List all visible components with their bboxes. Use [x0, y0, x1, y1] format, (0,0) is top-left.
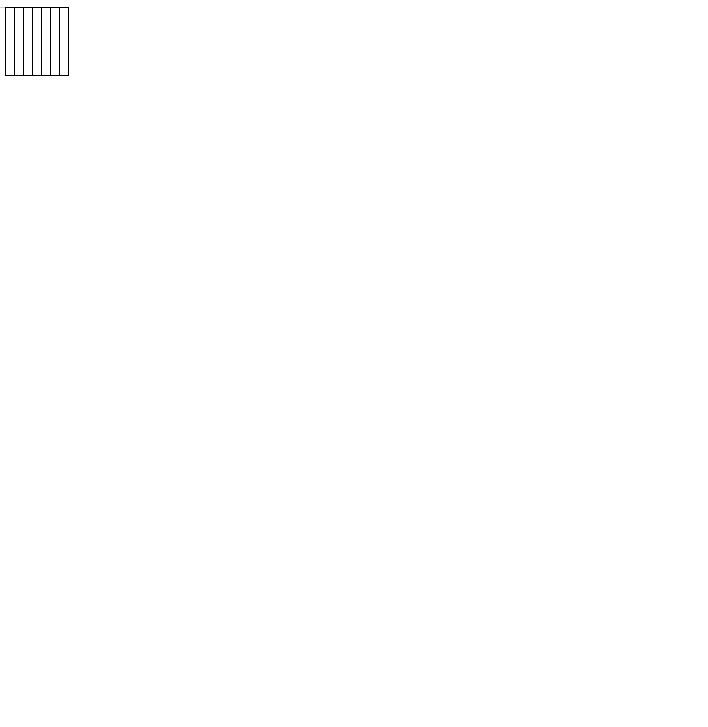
data-table: [5, 7, 69, 76]
column-header-enrolled[interactable]: [24, 8, 33, 76]
column-header-eligible[interactable]: [15, 8, 24, 76]
column-header-notes[interactable]: [60, 8, 69, 76]
header-row: [6, 8, 69, 76]
column-header-strict-expansion[interactable]: [42, 8, 51, 76]
column-header-exp-state[interactable]: [33, 8, 42, 76]
column-header-state[interactable]: [6, 8, 15, 76]
column-header-woodworkers[interactable]: [51, 8, 60, 76]
